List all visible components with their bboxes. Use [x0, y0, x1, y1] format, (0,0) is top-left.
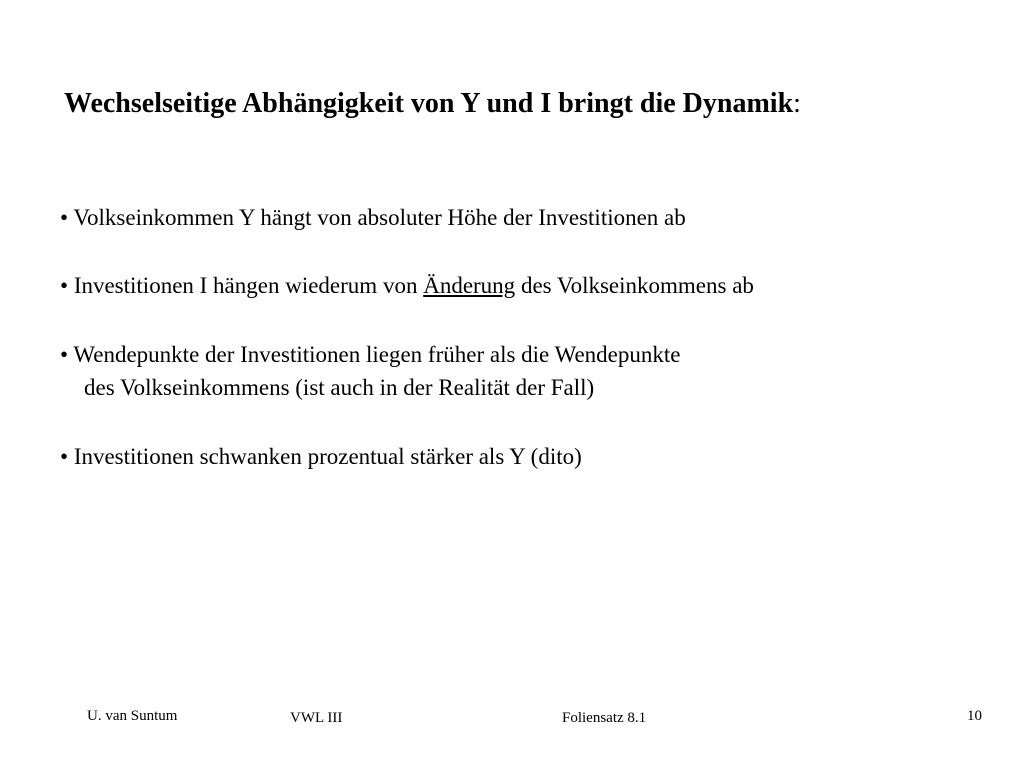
bullet-marker: • — [60, 342, 69, 367]
slide-title-colon: : — [793, 88, 801, 119]
bullet-marker: • — [60, 273, 69, 298]
footer-page-number: 10 — [967, 708, 982, 724]
bullet-text-line1: Wendepunkte der Investitionen liegen früher als die Wendepunkte — [68, 342, 681, 367]
bullet-item-1 — [60, 201, 686, 234]
bullet-text: Volkseinkommen Y hängt von absoluter Höhe der Investitionen ab — [68, 205, 686, 230]
bullet-item-3 — [60, 338, 680, 371]
footer-course: VWL III — [290, 710, 343, 726]
bullet-text-line2: des Volkseinkommens (ist auch in der Realität der Fall) — [84, 375, 595, 400]
bullet-item-3-continuation — [84, 371, 594, 404]
bullet-item-2 — [60, 269, 754, 302]
bullet-marker: • — [60, 205, 69, 230]
slide-title-text: Wechselseitige Abhängigkeit von Y und I bringt die Dynamik — [64, 88, 794, 119]
footer-author: U. van Suntum — [87, 708, 178, 724]
bullet-text-after: des Volkseinkommens ab — [515, 273, 754, 298]
bullet-item-4 — [60, 440, 582, 473]
bullet-text: Investitionen schwanken prozentual stärker als Y (dito) — [68, 444, 582, 469]
bullet-text-before: Investitionen I hängen wiederum von — [68, 273, 424, 298]
slide-title — [64, 86, 801, 122]
footer-slide-set: Foliensatz 8.1 — [562, 710, 647, 726]
bullet-marker: • — [60, 444, 69, 469]
bullet-text-underlined: Änderung — [423, 273, 516, 298]
